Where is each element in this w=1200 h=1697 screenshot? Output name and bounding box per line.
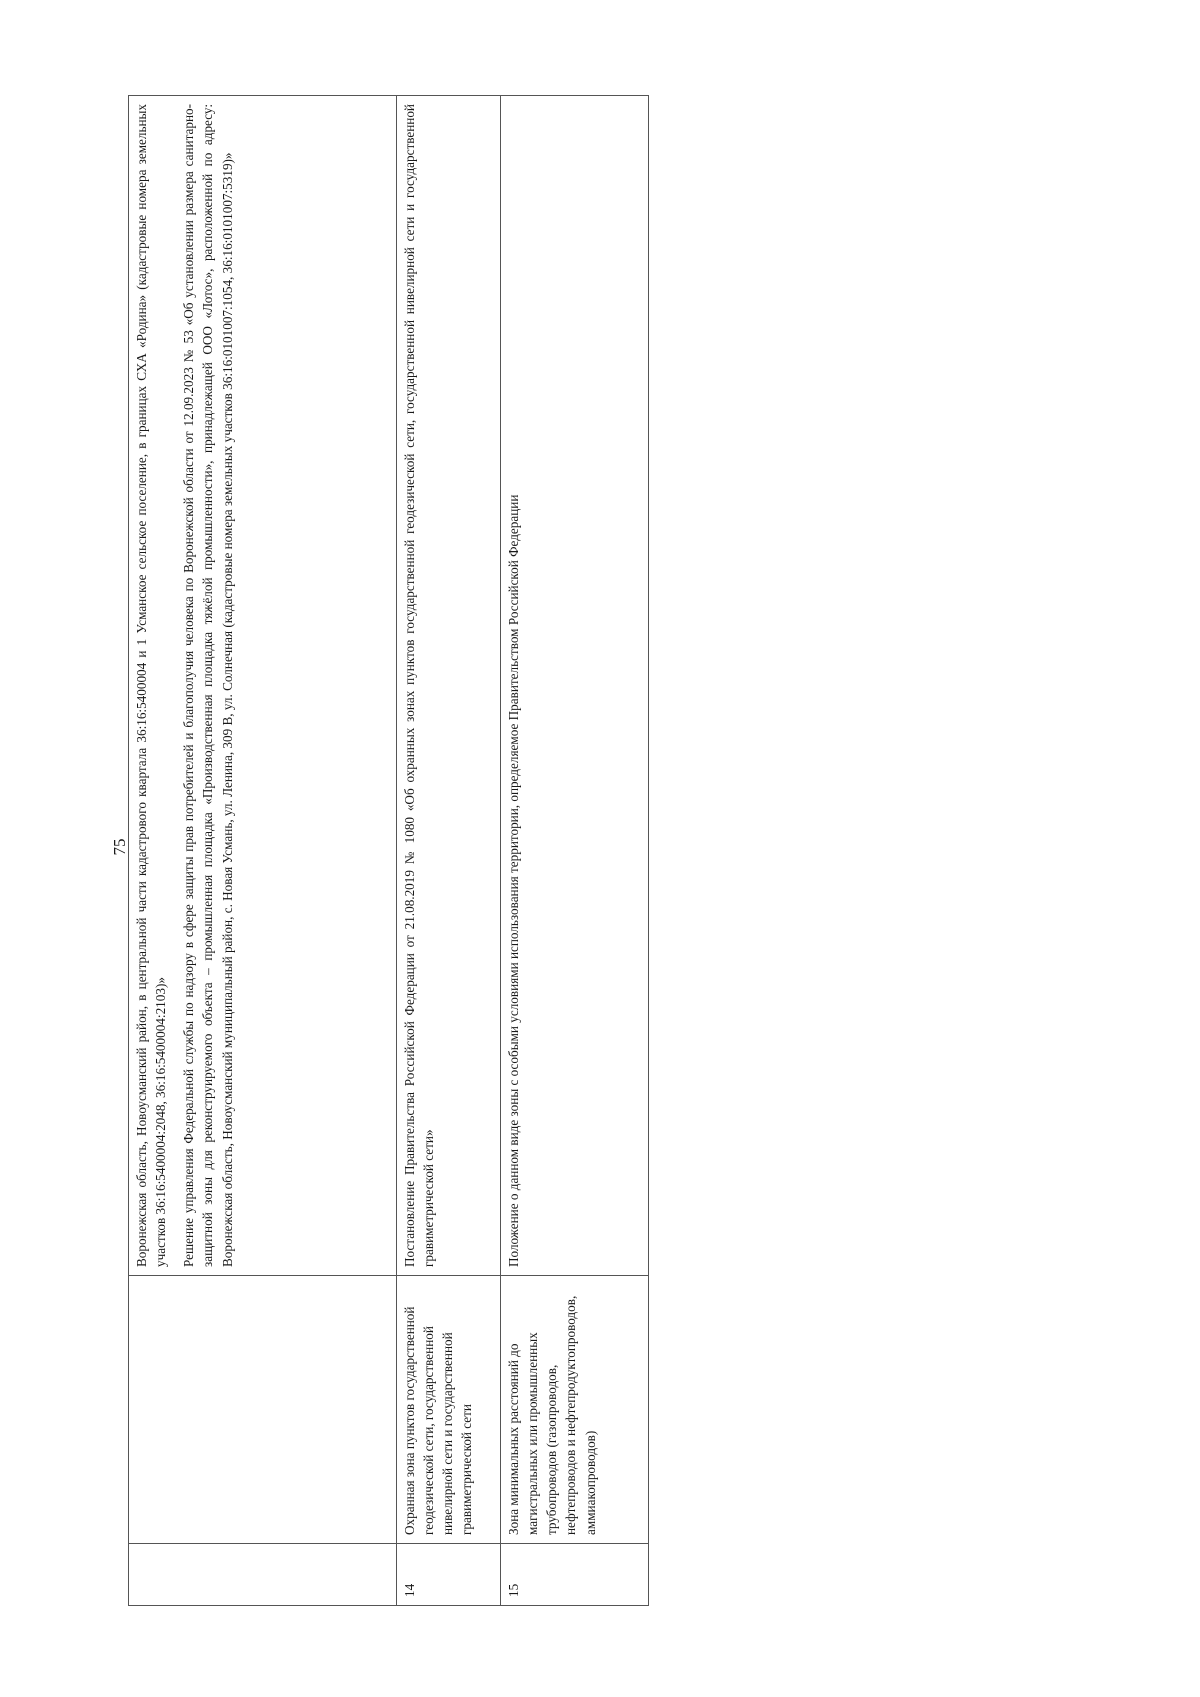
table-row-continuation [129, 96, 397, 1606]
legal-basis-paragraph: Постановление Правительства Российской Федерации от 21.08.2019 № 1080 «Об охранных зонах пунктов государственной геодезической сети, государственной нивелирной сети и государственной гравиметрической сети» [402, 104, 437, 1267]
zone-name-cell: Зона минимальных расстояний до магистральных или промышленных трубопроводов (газопроводов, нефтепроводов и нефтепродуктопроводов, аммиакопроводов) [501, 1276, 649, 1544]
table-row-15 [501, 96, 649, 1606]
table-row-14 [397, 96, 501, 1606]
zone-name-cell: Охранная зона пунктов государственной геодезической сети, государственной нивелирной сети и государственной гравиметрической сети [397, 1276, 501, 1544]
row-number-cell: 14 [397, 1544, 501, 1606]
rotated-table-container [128, 96, 648, 1606]
page-number: 75 [110, 838, 129, 856]
zone-name-cell [129, 1276, 397, 1544]
legal-basis-cell [129, 96, 397, 1276]
row-number-cell: 15 [501, 1544, 649, 1606]
legal-basis-cell [397, 96, 501, 1276]
legal-basis-paragraph: Решение управления Федеральной службы по надзору в сфере защиты прав потребителей и благополучия человека по Воронежской области от 12.09.2023 № 53 «Об установлении размера санитарно-защитной зоны для реконструируемого объекта – промышленная площадка «Производственная площадка тяжёлой промышленности», принадлежащей ООО «Лотос», расположенной по адресу: Воронежская область, Новоусманский муниципальный район, с. Новая Усмань, ул. Ленина, 309 В, ул. Солнечная (кадастровые номера земельных участков 36:16:0101007:1054, 36:16:0101007:5319)» [181, 104, 235, 1267]
legal-basis-cell [501, 96, 649, 1276]
legal-basis-paragraph: Воронежская область, Новоусманский район, в центральной части кадастрового квартала 36:16:5400004 и 1 Усманское сельское поселение, в границах СХА «Родина» (кадастровые номера земельных участков 36:16:5400004:2048, 36:16:5400004:2103)» [134, 104, 169, 1267]
row-number-cell [129, 1544, 397, 1606]
legal-basis-paragraph: Положение о данном виде зоны с особыми условиями использования территории, определяемое Правительством Российской Федерации [506, 494, 521, 1267]
zones-table [128, 95, 649, 1606]
